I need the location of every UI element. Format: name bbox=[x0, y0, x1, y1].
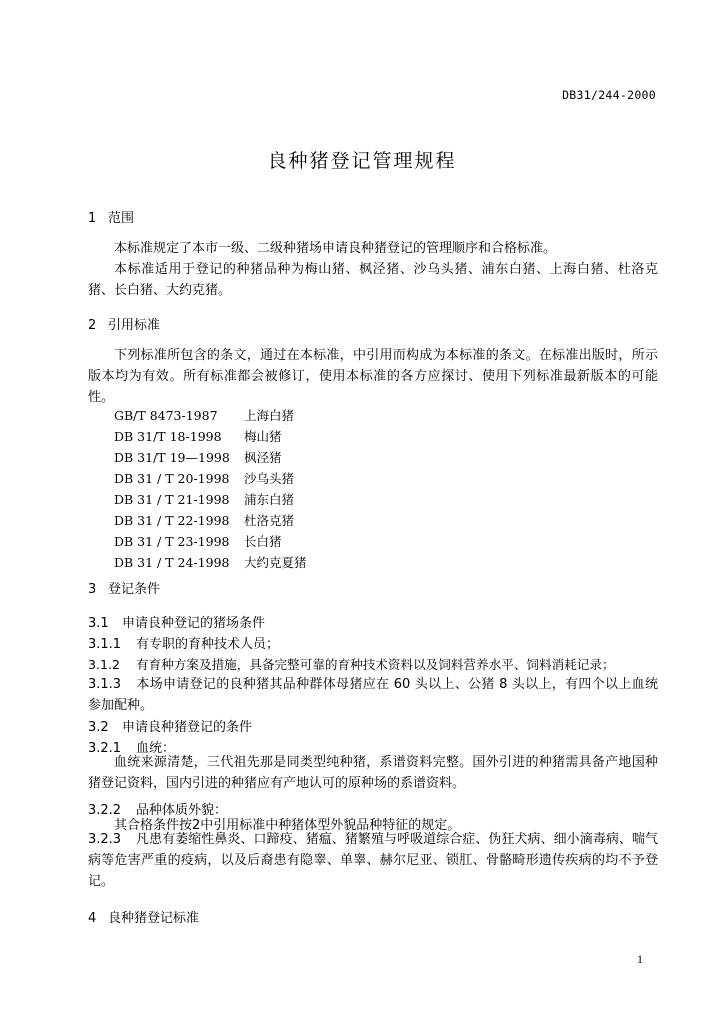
reference-code: DB 31 / T 22-1998 bbox=[114, 513, 230, 528]
clause-3-1-2 bbox=[88, 654, 658, 673]
clause-title: 申请良种登记的猪场条件 bbox=[122, 616, 266, 631]
reference-name: 沙乌头猪 bbox=[244, 471, 295, 486]
reference-code: DB 31 / T 21-1998 bbox=[114, 492, 230, 507]
section-number: 3 bbox=[88, 582, 97, 597]
reference-name: 上海白猪 bbox=[244, 408, 295, 423]
section-title: 范围 bbox=[108, 211, 135, 226]
reference-code: DB 31 / T 20-1998 bbox=[114, 471, 230, 486]
reference-item bbox=[114, 490, 294, 508]
section-title: 良种猪登记标准 bbox=[108, 911, 200, 926]
section-number: 4 bbox=[88, 911, 97, 926]
document-number: DB31/244-2000 bbox=[562, 88, 656, 102]
clause-number: 3.1 bbox=[88, 616, 109, 631]
clause-text: 有育种方案及措施，具备完整可靠的育种技术资料以及饲料营养水平、饲料消耗记录； bbox=[136, 657, 615, 672]
section-number: 2 bbox=[88, 318, 97, 333]
reference-item bbox=[114, 448, 282, 466]
reference-code: DB 31 / T 23-1998 bbox=[114, 534, 230, 549]
clause-title: 血统： bbox=[136, 741, 176, 756]
reference-name: 梅山猪 bbox=[244, 429, 282, 444]
clause-number: 3.2.1 bbox=[88, 741, 122, 756]
reference-item bbox=[114, 469, 294, 487]
clause-text: 凡患有萎缩性鼻炎、口蹄疫、猪瘟、猪繁殖与呼吸道综合症、伪狂犬病、细小滴毒病、喘气病等危害严重的疫病，以及后裔患有隐睾、单睾、赫尔尼亚、锁肛、骨骼畸形遗传疾病的均不予登记。 bbox=[88, 832, 658, 889]
reference-name: 长白猪 bbox=[244, 534, 282, 549]
reference-code: DB 31/T 18-1998 bbox=[114, 429, 222, 444]
section-number: 1 bbox=[88, 211, 97, 226]
reference-code: DB 31/T 19—1998 bbox=[114, 450, 230, 465]
reference-name: 浦东白猪 bbox=[244, 492, 295, 507]
scope-paragraph-2: 本标准适用于登记的种猪品种为梅山猪、枫泾猪、沙乌头猪、浦东白猪、上海白猪、杜洛克猪、长白猪、大约克猪。 bbox=[88, 262, 658, 298]
scope-paragraph-1: 本标准规定了本市一级、二级种猪场申请良种猪登记的管理顺序和合格标准。 bbox=[114, 241, 557, 256]
clause-number: 3.2.3 bbox=[88, 832, 122, 847]
section-heading-2 bbox=[88, 314, 160, 333]
clause-title: 品种体质外貌： bbox=[136, 803, 228, 818]
clause-title: 申请良种猪登记的条件 bbox=[122, 720, 253, 735]
page-number: 1 bbox=[637, 952, 643, 966]
reference-name: 枫泾猪 bbox=[244, 450, 282, 465]
section-heading-1 bbox=[88, 207, 134, 226]
references-intro: 下列标准所包含的条文，通过在本标准，中引用而构成为本标准的条文。在标准出版时，所示版本均为有效。所有标准都会被修订，使用本标准的各方应探讨、使用下列标准最新版本的可能性。 bbox=[88, 348, 658, 405]
reference-item bbox=[114, 427, 282, 445]
clause-3-2-3 bbox=[88, 829, 658, 892]
clause-3-2 bbox=[88, 716, 658, 735]
clause-3-2-2-text: 其合格条件按2中引用标准中种猪体型外貌品种特征的规定。 bbox=[114, 818, 461, 833]
section-heading-4 bbox=[88, 907, 199, 926]
reference-code: GB/T 8473-1987 bbox=[114, 408, 218, 423]
section-title: 引用标准 bbox=[108, 318, 161, 333]
clause-number: 3.1.1 bbox=[88, 637, 122, 652]
clause-number: 3.2.2 bbox=[88, 803, 122, 818]
clause-3-1 bbox=[88, 612, 658, 631]
page-title: 良种猪登记管理规程 bbox=[267, 150, 457, 172]
clause-number: 3.2 bbox=[88, 720, 109, 735]
reference-item bbox=[114, 511, 294, 529]
clause-number: 3.1.3 bbox=[88, 677, 122, 692]
reference-code: DB 31 / T 24-1998 bbox=[114, 555, 230, 570]
reference-name: 杜洛克猪 bbox=[244, 513, 295, 528]
clause-3-2-1-text: 血统来源清楚，三代祖先那是同类型纯种猪，系谱资料完整。国外引进的种猪需具备产地国种猪登记资料，国内引进的种猪应有产地认可的原种场的系谱资料。 bbox=[88, 755, 658, 791]
clause-number: 3.1.2 bbox=[88, 657, 121, 672]
clause-3-1-1 bbox=[88, 633, 658, 652]
reference-name: 大约克夏猪 bbox=[244, 555, 307, 570]
section-heading-3 bbox=[88, 578, 160, 597]
clause-text: 本场申请登记的良种猪其品种群体母猪应在 60 头以上、公猪 8 头以上，有四个以上血统参加配种。 bbox=[88, 677, 658, 713]
reference-item bbox=[114, 532, 282, 550]
reference-item bbox=[114, 406, 294, 424]
reference-item bbox=[114, 553, 307, 571]
clause-text: 有专职的育种技术人员； bbox=[136, 637, 280, 652]
clause-3-1-3 bbox=[88, 674, 658, 716]
section-title: 登记条件 bbox=[108, 582, 161, 597]
